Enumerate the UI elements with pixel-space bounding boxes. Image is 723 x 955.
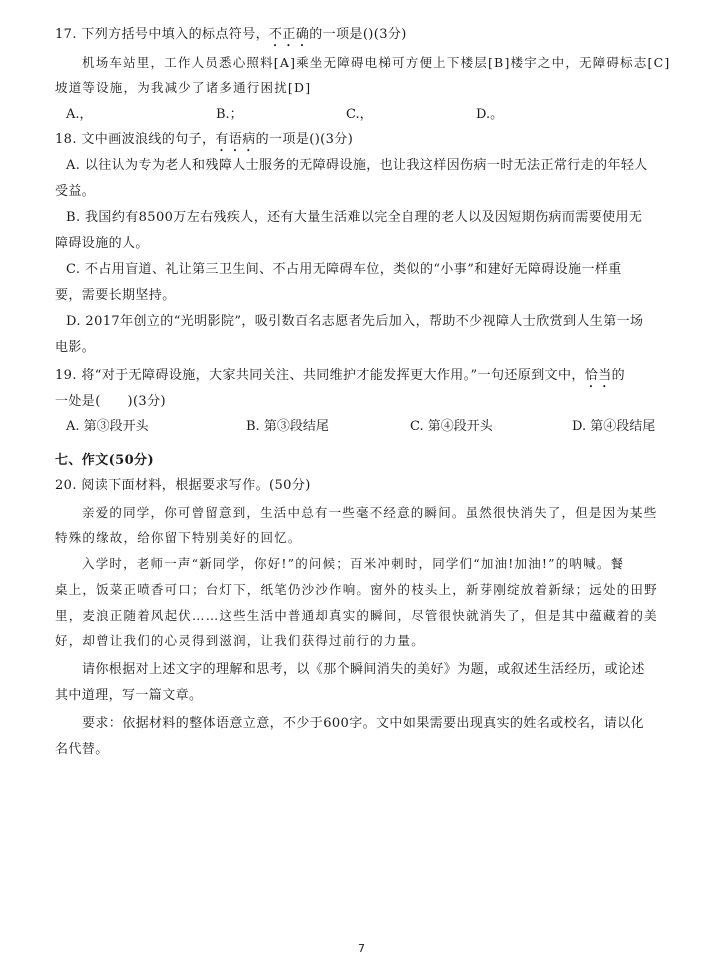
q19-option-b: B. 第③段结尾 (246, 419, 329, 434)
prompt-line-2: 其中道理，写一篇文章。 (55, 688, 203, 703)
q18-option-c-line-1: C. 不占用盲道、礼让第三卫生间、不占用无障碍车位，类似的“小事”和建好无障碍设施一样重 (66, 262, 622, 277)
material-line-6: 好，却曾让我们的心灵得到滋润，让我们获得过前行的力量。 (55, 633, 425, 648)
q17-option-d: D.。 (476, 107, 504, 122)
q19-stem-before: 19. 将“对于无障碍设施，大家共同关注、共同维护才能发挥更大作用。”一句还原到文中， (55, 368, 585, 383)
requirement-line-1: 要求：依据材料的整体语意立意，不少于600字。文中如果需要出现真实的姓名或校名，请以化 (82, 716, 645, 731)
q19-stem-line-1 (55, 367, 625, 391)
q18-option-c-line-2: 要，需要长期坚持。 (55, 288, 176, 303)
q18-stem-before: 18. 文中画波浪线的句子， (55, 132, 216, 147)
q17-option-b: B.； (216, 107, 243, 122)
q18-option-d-line-1: D. 2017年创立的“光明影院”，吸引数百名志愿者先后加入，帮助不少视障人士欣赏到人生第一场 (66, 314, 644, 329)
page-number: 7 (358, 942, 365, 955)
q17-material-line-2: 坡道等设施，为我减少了诸多通行困扰[D] (55, 80, 312, 95)
q18-option-b-line-1: B. 我国约有8500万左右残疾人，还有大量生活难以完全自理的老人以及因短期伤病而需要使用无 (66, 210, 643, 225)
q18-option-a-line-2: 受益。 (55, 184, 96, 199)
q18-stem (55, 131, 353, 155)
q19-option-c: C. 第④段开头 (410, 419, 493, 434)
material-line-4: 桌上，饭菜正喷香可口；台灯下，纸笔仍沙沙作响。窗外的枝头上，新芽刚绽放着新绿；远处的田野 (55, 582, 658, 597)
q17-material-line-1: 机场车站里，工作人员悉心照料[A]乘坐无障碍电梯可方便上下楼层[B]楼宇之中，无障碍标志[C] (82, 55, 671, 70)
prompt-line-1: 请你根据对上述文字的理解和思考，以《那个瞬间消失的美好》为题，或叙述生活经历，或论述 (82, 662, 645, 677)
q17-stem-after: 的一项是()(3分) (309, 27, 407, 42)
q17-stem-before: 17. 下列方括号中填入的标点符号， (55, 27, 270, 42)
material-line-2: 特殊的缘故，给你留下特别美好的回忆。 (55, 530, 302, 545)
q20-stem: 20. 阅读下面材料，根据要求写作。(50分) (55, 478, 311, 493)
section-7-heading: 七、作文(50分) (55, 453, 154, 468)
q17-option-a: A.， (66, 107, 93, 122)
q18-stem-after: 的一项是()(3分) (255, 132, 354, 147)
requirement-line-2: 名代替。 (55, 742, 109, 757)
material-line-1: 亲爱的同学，你可曾留意到，生活中总有一些毫不经意的瞬间。虽然很快消失了，但是因为某些 (82, 505, 658, 520)
q18-option-a-line-1: A. 以往认为专为老人和残障人士服务的无障碍设施，也让我这样因伤病一时无法正常行走的年轻人 (66, 158, 648, 173)
q18-option-d-line-2: 电影。 (55, 340, 96, 355)
q17-stem (55, 26, 407, 50)
q17-stem-emphasis: 不正确 (269, 27, 310, 42)
q18-option-b-line-2: 障碍设施的人。 (55, 236, 149, 251)
q19-stem-line-2: 一处是( )(3分) (55, 394, 166, 409)
q18-stem-emphasis: 有语病 (215, 132, 256, 147)
q19-stem-after: 的 (611, 368, 626, 383)
material-line-3: 入学时，老师一声“新同学，你好!”的问候；百米冲刺时，同学们“加油!加油!”的呐喊。餐 (82, 556, 625, 571)
q19-stem-emphasis: 恰当 (584, 368, 612, 383)
material-line-5: 里，麦浪正随着风起伏……这些生活中普通却真实的瞬间，尽管很快就消失了，但是其中蕴藏着的美 (55, 608, 658, 623)
q19-option-a: A. 第③段开头 (66, 419, 149, 434)
q17-option-c: C.， (346, 107, 373, 122)
q19-option-d: D. 第④段结尾 (572, 419, 656, 434)
